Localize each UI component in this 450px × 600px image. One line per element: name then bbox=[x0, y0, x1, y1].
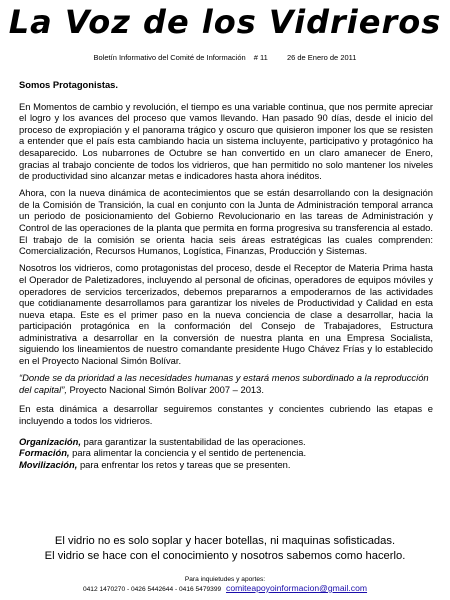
article-body bbox=[19, 79, 433, 470]
slogan bbox=[0, 534, 450, 563]
bulletin-name: Boletín Informativo del Comité de Información bbox=[93, 53, 246, 62]
contact-footer bbox=[0, 575, 450, 594]
contact-email-link[interactable]: comiteapoyoinformacion@gmail.com bbox=[226, 583, 368, 593]
slogan-line-1: El vidrio no es solo soplar y hacer botellas, ni maquinas sofisticadas. bbox=[54, 535, 396, 547]
goal-term: Movilización, bbox=[19, 458, 78, 470]
contact-line bbox=[0, 584, 450, 594]
quote-source: Proyecto Nacional Simón Bolívar 2007 – 2013. bbox=[66, 383, 264, 395]
article-heading: Somos Protagonistas. bbox=[19, 79, 118, 90]
goal-term: Organización, bbox=[19, 435, 81, 447]
issue-number: # 11 bbox=[253, 53, 268, 62]
goal-text: para enfrentar los retos y tareas que se presenten. bbox=[77, 458, 291, 470]
bulletin-subtitle bbox=[0, 53, 450, 63]
goal-text: para alimentar la conciencia y el sentido de pertenencia. bbox=[69, 447, 307, 459]
slogan-line-2: El vidrio se hace con el conocimiento y nosotros sabemos como hacerlo. bbox=[44, 549, 406, 562]
paragraph-3: Nosotros los vidrieros, como protagonistas del proceso, desde el Receptor de Materia Prima hasta el Operador de Paletizadores, incluyendo al personal de oficinas, operadores de equipos móviles y operadores de servicios tercerizados, debemos prepararnos a empoderarnos de las actividades que cotidianamente desarrollamos para garantizar los niveles de Productividad y Calidad en esta nueva etapa. Este es el primer paso en la nueva conciencia de clase a desarrollar, hacia la participación protagónica en la conformación del Consejo de Trabajadores, Estructura administrativa a desarrollar en la conversión de nuestra planta en una Empresa Socialista, siguiendo los lineamientos de nuestro comandante presidente Hugo Chávez Frías y lo establecido en el Proyecto Nacional Simón Bolívar. bbox=[19, 262, 433, 367]
quote-text: “Donde se da prioridad a las necesidades humanas y estará menos subordinado a la reproducción del capital”, bbox=[19, 372, 429, 395]
goal-item bbox=[19, 447, 433, 459]
contact-phones: 0412 1470270 - 0426 5442644 - 0416 5479399 bbox=[82, 586, 222, 593]
contact-label: Para inquietudes y aportes: bbox=[184, 576, 266, 583]
goals-list bbox=[19, 436, 433, 471]
paragraph-2: Ahora, con la nueva dinámica de acontecimientos que se están desarrollando con la designación de la Comisión de Transición, la cual en conjunto con la Junta de Administración temporal arranca un periodo de posicionamiento del Gobierno Revolucionario en las tareas de Administración y Control de las operaciones de la planta que permita en forma progresiva su transferencia al estado. El trabajo de la comisión se orienta hacia seis áreas estratégicas las cuales comprenden: Comercialización, Recursos Humanos, Logística, Finanzas, Producción y Sistemas. bbox=[19, 187, 433, 257]
quote-paragraph bbox=[19, 372, 433, 395]
goal-text: para garantizar la sustentabilidad de las operaciones. bbox=[81, 435, 306, 447]
goal-item bbox=[19, 436, 433, 448]
paragraph-4: En esta dinámica a desarrollar seguiremos constantes y concientes cubriendo las etapas e incluyendo a todos los vidrieros. bbox=[19, 403, 433, 426]
paragraph-1: En Momentos de cambio y revolución, el tiempo es una variable continua, que nos permite apreciar el logro y los avances del proceso que vamos llevando. Han pasado 90 días, desde el inicio del proceso de expropiación y el panorama trágico y oscuro que quisieron imponer los que se resisten a entender que el país esta cambiando hacia un sistema incluyente, participativo y protagónico ha desaparecido. Los nubarrones de Octubre se han convertido en un claro amanecer de Enero, gracias al trabajo conciente de todos los vidrieros, que han permitido no solo mantener los niveles de productividad sino alcanzar metas e indicadores hasta ahora inéditos. bbox=[19, 100, 433, 182]
newsletter-title: La Voz de los Vidrieros bbox=[8, 3, 442, 41]
issue-date: 26 de Enero de 2011 bbox=[286, 53, 357, 62]
goal-term: Formación, bbox=[19, 447, 70, 459]
goal-item bbox=[19, 459, 433, 471]
